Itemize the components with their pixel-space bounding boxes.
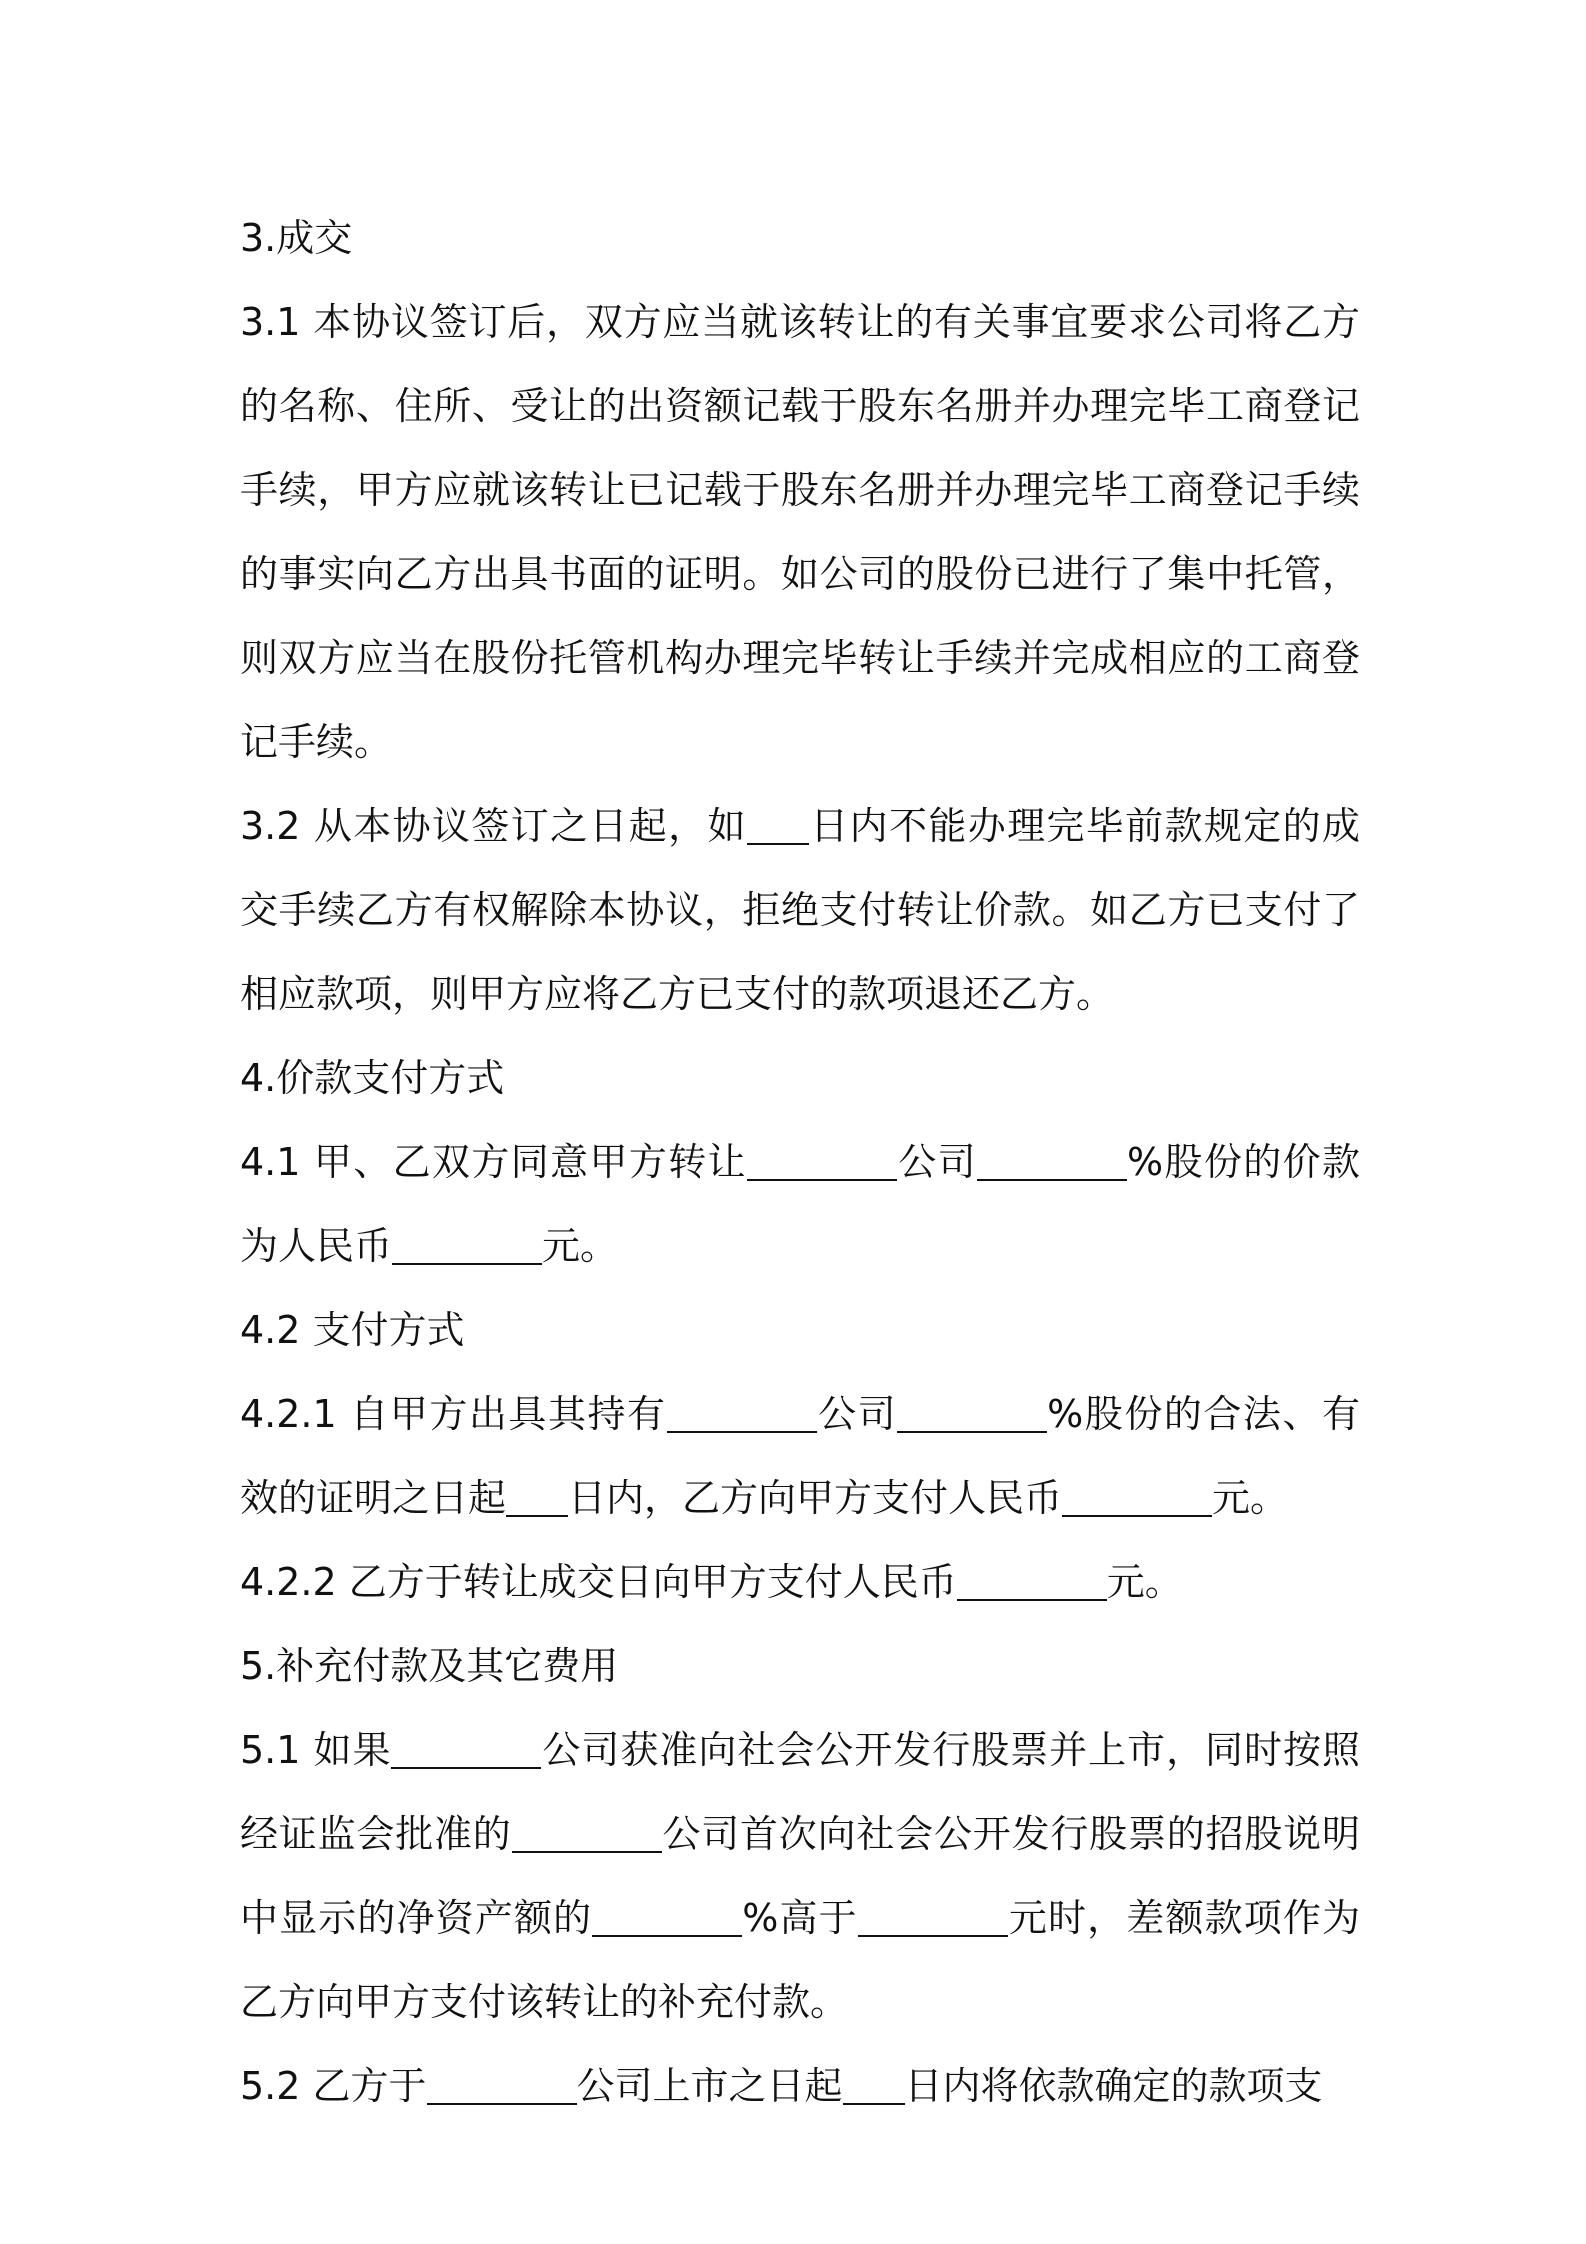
clause-paragraph — [240, 1288, 1360, 1372]
clause-paragraph — [240, 1372, 1360, 1540]
clause-text: 5.2 乙方于 — [240, 2064, 427, 2108]
fill-in-blank — [592, 1901, 742, 1937]
section-heading — [240, 196, 1360, 280]
clause-text: 元。 — [1212, 1476, 1289, 1520]
fill-in-blank — [897, 1397, 1047, 1433]
fill-in-blank — [512, 1817, 662, 1853]
clause-text: 4.2.2 乙方于转让成交日向甲方支付人民币 — [240, 1560, 957, 1604]
clause-text: 日内将依款确定的款项支 — [904, 2064, 1323, 2108]
fill-in-blank — [392, 1229, 542, 1265]
clause-text: 元。 — [542, 1224, 619, 1268]
clause-paragraph — [240, 2044, 1360, 2128]
clause-text: %高于 — [742, 1896, 858, 1940]
clause-text: 公司首次向社会公开发行股票的招股说明中显示的净资产额的 — [240, 1812, 1360, 1940]
fill-in-blank — [858, 1901, 1008, 1937]
fill-in-blank — [747, 1145, 897, 1181]
fill-in-blank — [843, 2069, 905, 2105]
fill-in-blank — [667, 1397, 817, 1433]
clause-text: 5.1 如果 — [240, 1728, 392, 1772]
clause-text: 公司上市之日起 — [576, 2064, 843, 2108]
clause-text: 3.成交 — [240, 216, 353, 260]
clause-text: 4.1 甲、乙双方同意甲方转让 — [240, 1140, 747, 1184]
fill-in-blank — [977, 1145, 1127, 1181]
clause-paragraph — [240, 280, 1360, 784]
clause-text: 5.补充付款及其它费用 — [240, 1644, 619, 1688]
fill-in-blank — [957, 1565, 1107, 1601]
clause-text: 4.2 支付方式 — [240, 1308, 465, 1352]
document-page — [240, 196, 1360, 2128]
clause-text: 元时，差额款项作为乙方向甲方支付该转让的补充付款。 — [240, 1896, 1360, 2024]
fill-in-blank — [391, 1733, 541, 1769]
fill-in-blank — [747, 809, 809, 845]
fill-in-blank — [506, 1481, 568, 1517]
section-heading — [240, 1624, 1360, 1708]
clause-text: %股份的合法、有效的证明之日起 — [240, 1392, 1360, 1520]
clause-text: %股份的价款为人民币 — [240, 1140, 1360, 1268]
clause-paragraph — [240, 1708, 1360, 2044]
clause-text: 4.价款支付方式 — [240, 1056, 505, 1100]
clause-text: 日内，乙方向甲方支付人民币 — [568, 1476, 1063, 1520]
clause-text: 3.1 本协议签订后，双方应当就该转让的有关事宜要求公司将乙方的名称、住所、受让的出资额记载于股东名册并办理完毕工商登记手续，甲方应就该转让已记载于股东名册并办理完毕工商登记手续的事实向乙方出具书面的证明。如公司的股份已进行了集中托管，则双方应当在股份托管机构办理完毕转让手续并完成相应的工商登记手续。 — [240, 300, 1360, 764]
section-heading — [240, 1036, 1360, 1120]
clause-text: 日内不能办理完毕前款规定的成交手续乙方有权解除本协议，拒绝支付转让价款。如乙方已支付了相应款项，则甲方应将乙方已支付的款项退还乙方。 — [240, 804, 1360, 1016]
clause-text: 元。 — [1106, 1560, 1183, 1604]
fill-in-blank — [1062, 1481, 1212, 1517]
clause-text: 3.2 从本协议签订之日起，如 — [240, 804, 747, 848]
clause-text: 公司获准向社会公开发行股票并上市，同时按照经证监会批准的 — [240, 1728, 1360, 1856]
clause-paragraph — [240, 784, 1360, 1036]
clause-text: 公司 — [816, 1392, 898, 1436]
clause-paragraph — [240, 1120, 1360, 1288]
clause-paragraph — [240, 1540, 1360, 1624]
fill-in-blank — [427, 2069, 577, 2105]
clause-text: 4.2.1 自甲方出具其持有 — [240, 1392, 667, 1436]
clause-text: 公司 — [896, 1140, 978, 1184]
